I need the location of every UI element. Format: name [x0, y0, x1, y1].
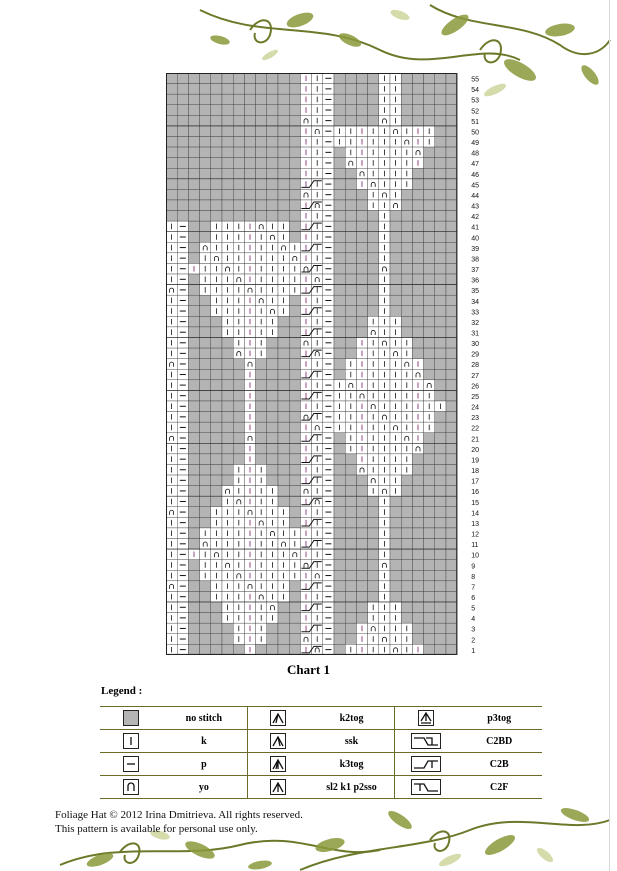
row-number-label: 55 [471, 76, 479, 84]
row-number-label: 4 [471, 616, 476, 624]
row-number-label: 53 [471, 97, 479, 105]
c2f-icon [411, 779, 441, 795]
row-number-label: 39 [471, 245, 479, 253]
row-number-label: 34 [471, 298, 479, 306]
legend-name: k2tog [309, 707, 395, 730]
usage-notice: This pattern is available for personal use only. [55, 823, 258, 835]
row-number-label: 29 [471, 351, 479, 359]
row-number-label: 19 [471, 457, 479, 465]
row-number-label: 38 [471, 256, 479, 264]
row-number-label: 47 [471, 161, 479, 169]
p3tog-icon [418, 710, 434, 726]
row-number-label: 2 [471, 637, 476, 645]
row-number-label: 51 [471, 118, 479, 126]
legend-symbol-cell [100, 776, 161, 799]
legend-label: Legend : [101, 685, 143, 697]
legend-name: k3tog [309, 753, 395, 776]
legend-symbol-cell [247, 730, 309, 753]
row-number-label: 44 [471, 192, 479, 200]
row-number-label: 16 [471, 489, 479, 497]
row-number-label: 15 [471, 499, 479, 507]
legend-name: k [161, 730, 247, 753]
knitting-chart [166, 73, 486, 655]
row-number-label: 36 [471, 277, 479, 285]
row-number-label: 52 [471, 108, 479, 116]
k3tog-icon [270, 756, 286, 772]
legend-table [100, 706, 542, 799]
k2tog-icon [270, 710, 286, 726]
no-stitch-icon [123, 710, 139, 726]
knit-icon [123, 733, 139, 749]
yo-icon [123, 779, 139, 795]
legend-row [100, 707, 542, 730]
row-number-label: 12 [471, 531, 479, 539]
c2b-icon [411, 756, 441, 772]
row-number-label: 11 [471, 542, 479, 550]
legend-symbol-cell [395, 776, 457, 799]
row-number-label: 1 [471, 647, 476, 655]
row-number-label: 35 [471, 288, 479, 296]
row-number-label: 13 [471, 520, 479, 528]
row-number-label: 23 [471, 415, 479, 423]
row-number-label: 24 [471, 404, 479, 412]
row-number-label: 26 [471, 383, 479, 391]
legend-name: p3tog [456, 707, 542, 730]
row-number-label: 3 [471, 626, 476, 634]
legend-name: yo [161, 776, 247, 799]
row-number-label: 8 [471, 573, 476, 581]
ssk-icon [270, 733, 286, 749]
row-number-label: 6 [471, 595, 476, 602]
legend-name: C2F [456, 776, 542, 799]
row-number-label: 40 [471, 235, 479, 243]
legend-symbol-cell [247, 753, 309, 776]
page-edge-line [609, 0, 610, 871]
row-number-label: 25 [471, 393, 479, 401]
legend-symbol-cell [395, 707, 457, 730]
legend-name: C2B [456, 753, 542, 776]
row-number-label: 37 [471, 267, 479, 275]
legend-row [100, 753, 542, 776]
row-number-label: 46 [471, 171, 479, 179]
purl-icon [123, 756, 139, 772]
chart-grid [166, 73, 486, 655]
row-number-label: 43 [471, 203, 479, 211]
row-number-label: 42 [471, 214, 479, 222]
legend-row [100, 730, 542, 753]
legend-name: C2BD [456, 730, 542, 753]
legend-name: p [161, 753, 247, 776]
row-number-label: 22 [471, 425, 479, 433]
row-number-label: 30 [471, 341, 479, 349]
row-number-label: 49 [471, 140, 479, 148]
row-number-label: 17 [471, 478, 479, 486]
row-number-label: 31 [471, 330, 479, 338]
row-number-label: 33 [471, 309, 479, 317]
legend-row [100, 776, 542, 799]
legend-symbol-cell [100, 730, 161, 753]
row-number-label: 54 [471, 87, 479, 95]
legend-name: ssk [309, 730, 395, 753]
row-number-label: 5 [471, 605, 476, 613]
legend-name: sl2 k1 p2sso [309, 776, 395, 799]
legend-name: no stitch [161, 707, 247, 730]
row-number-label: 7 [471, 584, 476, 592]
legend-symbol-cell [247, 707, 309, 730]
copyright-text: Foliage Hat © 2012 Irina Dmitrieva. All rights reserved. [55, 809, 303, 821]
row-number-label: 50 [471, 129, 479, 137]
row-number-label: 14 [471, 510, 479, 518]
legend-symbol-cell [395, 753, 457, 776]
row-number-label: 21 [471, 436, 479, 444]
footer [55, 808, 303, 836]
row-number-label: 41 [471, 224, 479, 232]
row-number-label: 9 [471, 563, 476, 571]
row-number-label: 45 [471, 182, 479, 190]
row-number-label: 27 [471, 372, 479, 380]
legend-symbol-cell [247, 776, 309, 799]
row-number-label: 28 [471, 362, 479, 370]
row-number-label: 18 [471, 468, 479, 476]
c2bd-icon [411, 733, 441, 749]
legend-symbol-cell [100, 707, 161, 730]
chart-title: Chart 1 [287, 662, 330, 677]
row-number-label: 10 [471, 552, 479, 560]
row-number-label: 48 [471, 150, 479, 158]
sl2-k1-p2sso-icon [270, 779, 286, 795]
row-number-label: 20 [471, 446, 479, 454]
legend-symbol-cell [100, 753, 161, 776]
legend-symbol-cell [395, 730, 457, 753]
row-number-label: 32 [471, 319, 479, 327]
